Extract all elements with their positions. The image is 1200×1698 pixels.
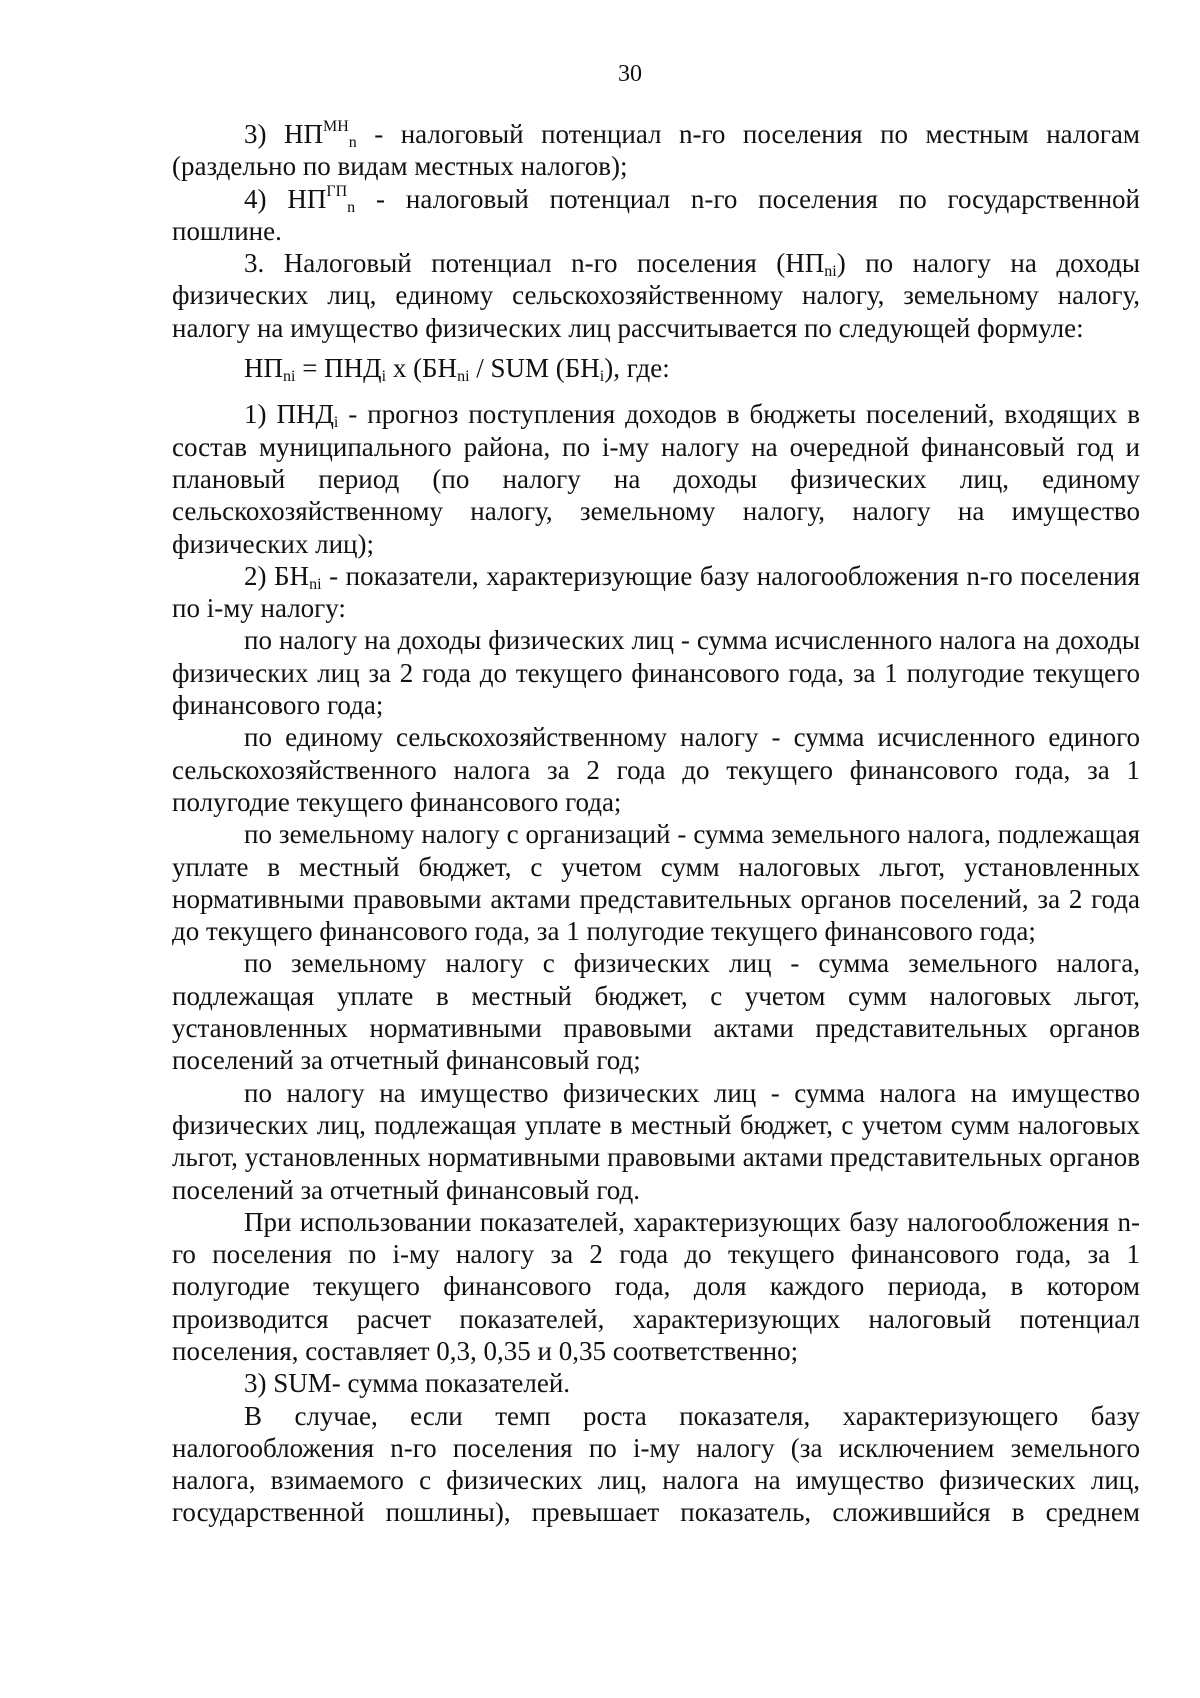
paragraph-sum-definition: 3) SUM- сумма показателей. (244, 1368, 571, 1399)
item-local-taxes-text: - налоговый потенциал n-го поселения по местным налогам (раздельно по видам местных налогов); (172, 119, 1140, 182)
paragraph-growth-rate: В случае, если темп роста показателя, характеризующего базу налогообложения n-го поселения по i-му налогу (за исключением земельного налога, взимаемого с физических лиц, налога на имущество физических лиц, государственной пошлины), превышает показатель, сложившийся в среднем (172, 1400, 1140, 1528)
subscript-n: n (348, 134, 357, 151)
formula-sub-i: i (381, 368, 387, 386)
paragraph-land-individuals: по земельному налогу с физических лиц - сумма земельного налога, подлежащая уплате в местный бюджет, с учетом сумм налоговых льгот, установленных нормативными правовыми актами представительных органов поселений за отчетный финансовый год; (172, 948, 1140, 1076)
subscript-ni: ni (824, 263, 837, 281)
formula-sub-ni: ni (457, 368, 470, 386)
section-3-paragraph (172, 247, 1140, 344)
definition-pnd-lead: 1) ПНД (244, 399, 334, 430)
page-number: 30 (618, 61, 642, 87)
paragraph-period-shares: При использовании показателей, характеризующих базу налогообложения n-го поселения по i-му налогу за 2 года до текущего финансового года, за 1 полугодие текущего финансового года, доля каждого периода, в котором производится расчет показателей, характеризующих налоговый потенциал поселения, составляет 0,3, 0,35 и 0,35 соответственно; (172, 1206, 1140, 1366)
formula-sub-i: i (599, 368, 605, 386)
section-3-part2: ) по налогу на доходы физических лиц, единому сельскохозяйственному налогу, земельному налогу, налогу на имущество физических лиц рассчитывается по следующей формуле: (172, 248, 1140, 343)
paragraph-property-tax: по налогу на имущество физических лиц - сумма налога на имущество физических лиц, подлежащая уплате в местный бюджет, с учетом сумм налоговых льгот, установленных нормативными правовыми актами представительных органов поселений за отчетный финансовый год. (172, 1077, 1140, 1205)
item-local-taxes-lead: 3) НП (244, 119, 323, 149)
superscript-mn: МН (322, 118, 349, 135)
formula-pnd: = ПНД (295, 353, 382, 384)
formula-sum: / SUM (БН (469, 353, 600, 384)
item-state-duty-lead: 4) НП (244, 183, 327, 214)
formula-bn: x (БН (386, 353, 458, 384)
superscript-gp: ГП (326, 182, 348, 200)
formula-np: НП (244, 353, 283, 384)
definition-pnd-text: - прогноз поступления доходов в бюджеты поселений, входящих в состав муниципального района, по i-му налогу на очередной финансовый год и плановый период (по налогу на доходы физических лиц, единому сельскохозяйственному налогу, земельному налогу, налогу на имущество физических лиц); (172, 399, 1140, 559)
item-state-duty (172, 183, 1140, 248)
definition-bn-lead: 2) БН (244, 560, 310, 591)
formula (172, 352, 1140, 384)
subscript-ni: ni (309, 575, 322, 593)
paragraph-eshn: по единому сельскохозяйственному налогу - сумма исчисленного единого сельскохозяйственного налога за 2 года до текущего финансового года, за 1 полугодие текущего финансового года; (172, 722, 1140, 817)
definition-bn (172, 560, 1140, 625)
definition-bn-text: - показатели, характеризующие базу налогообложения n-го поселения по i-му налогу: (172, 560, 1140, 624)
definition-pnd (172, 398, 1140, 559)
paragraph-ndfl: по налогу на доходы физических лиц - сумма исчисленного налога на доходы физических лиц за 2 года до текущего финансового года, за 1 полугодие текущего финансового года; (172, 625, 1140, 721)
item-state-duty-text: - налоговый потенциал n-го поселения по государственной пошлине. (172, 183, 1140, 246)
formula-sub-ni: ni (283, 368, 296, 386)
subscript-i: i (333, 414, 339, 432)
section-3-part1: 3. Налоговый потенциал n-го поселения (НП (244, 248, 825, 279)
item-local-taxes (172, 118, 1140, 183)
formula-where: ), где: (604, 353, 670, 384)
subscript-n: n (347, 198, 356, 216)
paragraph-land-organizations: по земельному налогу с организаций - сумма земельного налога, подлежащая уплате в местный бюджет, с учетом сумм налоговых льгот, установленных нормативными правовыми актами представительных органов поселений, за 2 года до текущего финансового года, за 1 полугодие текущего финансового года; (172, 819, 1140, 947)
document-body (172, 118, 1140, 1529)
